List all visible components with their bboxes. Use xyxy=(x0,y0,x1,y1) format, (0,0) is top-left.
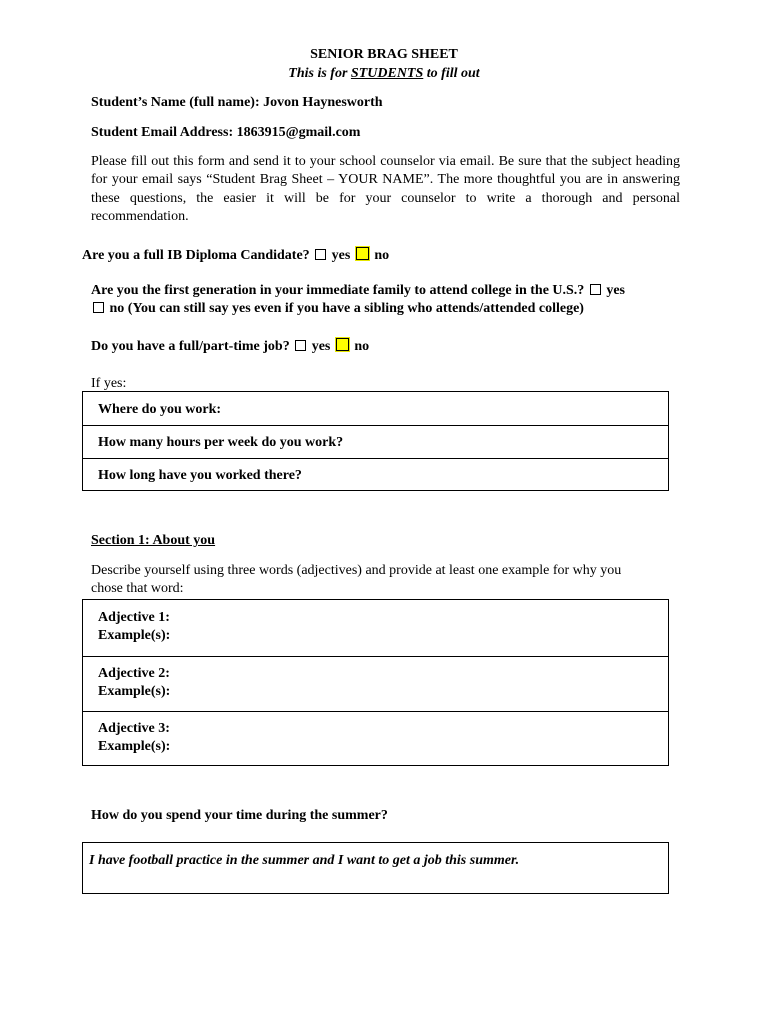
job-details-table xyxy=(82,391,669,491)
first-gen-yes-label: yes xyxy=(606,283,625,298)
job-row-duration[interactable]: How long have you worked there? xyxy=(83,458,668,491)
student-name-line xyxy=(91,94,383,112)
job-question xyxy=(91,338,369,356)
adjective-1-label: Adjective 1: xyxy=(98,610,170,625)
ib-no-label: no xyxy=(374,248,390,263)
adjective-2-example: Example(s): xyxy=(98,684,171,699)
summer-answer-box[interactable] xyxy=(82,842,669,894)
ib-no-checkbox[interactable] xyxy=(356,247,369,260)
summer-answer-text: I have football practice in the summer and I want to get a job this summer. xyxy=(89,853,520,868)
first-gen-question-text: Are you the first generation in your immediate family to attend college in the U.S.? xyxy=(91,283,585,298)
ib-yes-label: yes xyxy=(331,248,351,263)
job-row-where[interactable]: Where do you work: xyxy=(98,402,222,417)
adjective-row-1[interactable] xyxy=(83,600,668,656)
student-email-label: Student Email Address: xyxy=(91,125,237,140)
job-yes-checkbox[interactable] xyxy=(295,340,306,351)
if-yes-label: If yes: xyxy=(91,376,127,391)
job-row-hours[interactable]: How many hours per week do you work? xyxy=(83,425,668,458)
first-gen-no-checkbox[interactable] xyxy=(93,302,104,313)
job-no-label: no xyxy=(354,339,370,354)
first-gen-no-line xyxy=(91,300,584,318)
adjectives-table xyxy=(82,599,669,766)
page-title: SENIOR BRAG SHEET xyxy=(310,47,458,62)
subtitle-emphasis: STUDENTS xyxy=(350,66,424,81)
first-gen-yes-checkbox[interactable] xyxy=(590,284,601,295)
adjective-2-label: Adjective 2: xyxy=(98,666,170,681)
instructions-paragraph: Please fill out this form and send it to your school counselor via email. Be sure that the subject heading for your email says “Student Brag Sheet – YOUR NAME”. The more thoughtful you are in answering these questions, the easier it will be for your counselor to write a thorough and personal recommendation. xyxy=(91,154,680,225)
adjective-row-3[interactable] xyxy=(83,711,668,766)
first-gen-no-label: no (You can still say yes even if you have a sibling who attends/attended college) xyxy=(109,301,584,316)
subtitle-post: to fill out xyxy=(423,66,480,81)
student-email-line xyxy=(91,124,360,142)
adjective-3-example: Example(s): xyxy=(98,739,171,754)
page-subtitle xyxy=(0,65,768,83)
student-name-value[interactable]: Jovon Haynesworth xyxy=(263,95,383,110)
student-email-value[interactable]: 1863915@gmail.com xyxy=(236,125,361,140)
ib-yes-checkbox[interactable] xyxy=(315,249,326,260)
job-no-checkbox[interactable] xyxy=(336,338,349,351)
adjective-3-label: Adjective 3: xyxy=(98,721,170,736)
adjective-1-example: Example(s): xyxy=(98,628,171,643)
first-gen-question xyxy=(91,282,691,300)
summer-question: How do you spend your time during the summer? xyxy=(91,808,388,823)
ib-question xyxy=(82,247,389,265)
section1-prompt-line1: Describe yourself using three words (adjectives) and provide at least one example for why you xyxy=(91,563,622,578)
job-question-text: Do you have a full/part-time job? xyxy=(91,339,290,354)
adjective-row-2[interactable] xyxy=(83,656,668,711)
ib-question-text: Are you a full IB Diploma Candidate? xyxy=(82,248,310,263)
student-name-label: Student’s Name (full name): xyxy=(91,95,264,110)
job-yes-label: yes xyxy=(311,339,331,354)
subtitle-pre: This is for xyxy=(288,66,351,81)
section1-heading: Section 1: About you xyxy=(91,533,216,548)
section1-prompt-line2: chose that word: xyxy=(91,581,184,596)
